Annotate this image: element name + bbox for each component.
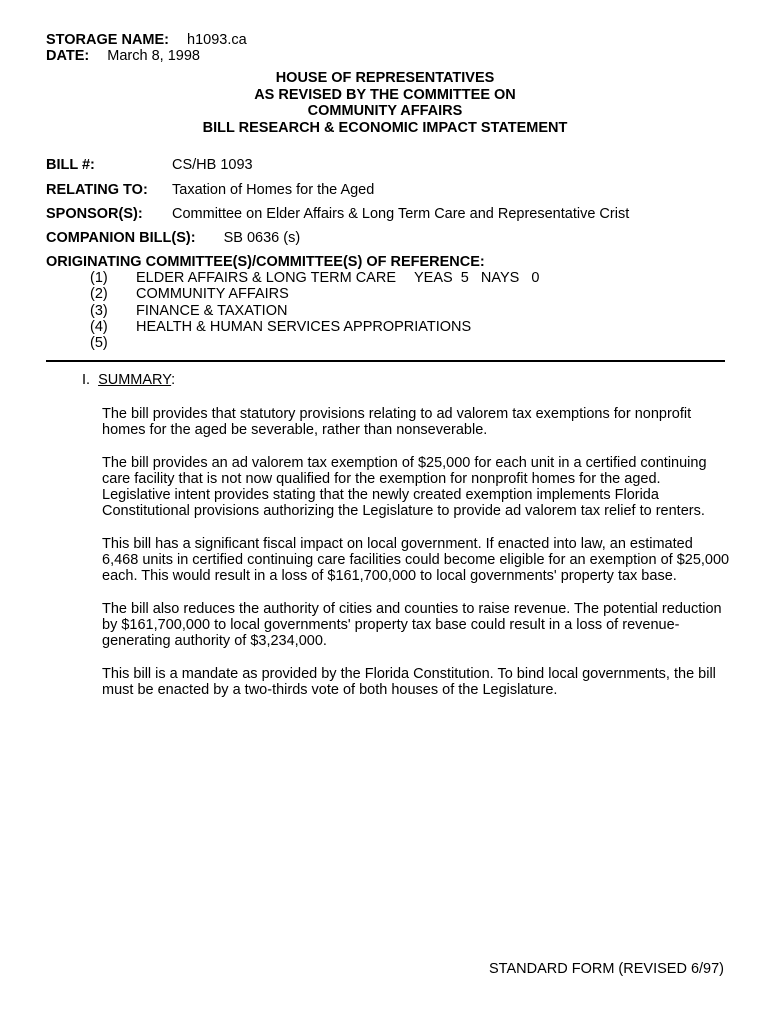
storage-name-label: STORAGE NAME: [46, 32, 165, 48]
committee-name: ELDER AFFAIRS & LONG TERM CARE: [136, 270, 396, 286]
storage-name-line: STORAGE NAME: h1093.ca: [46, 32, 247, 48]
date-value: March 8, 1998: [107, 48, 200, 64]
title-line-3: COMMUNITY AFFAIRS: [307, 103, 463, 120]
committee-vote: YEAS 5 NAYS 0: [414, 270, 540, 286]
summary-heading: I. SUMMARY:: [82, 372, 176, 388]
form-footer: STANDARD FORM (REVISED 6/97): [489, 961, 724, 977]
committee-number: (2): [90, 286, 108, 303]
bill-number-field: BILL #: CS/HB 1093: [46, 157, 253, 173]
committee-number: (4): [90, 318, 108, 335]
committee-number: (1): [90, 270, 108, 286]
date-line: DATE: March 8, 1998: [46, 48, 200, 64]
sponsor-field: SPONSOR(S): Committee on Elder Affairs & Long Term Care and Representative Crist: [46, 206, 630, 222]
bill-number-value: CS/HB 1093: [172, 157, 253, 173]
summary-heading-text: SUMMARY: [98, 372, 172, 388]
summary-body: [102, 406, 732, 714]
title-line-4: BILL RESEARCH & ECONOMIC IMPACT STATEMENT: [202, 119, 568, 136]
sponsor-value: Committee on Elder Affairs & Long Term Care and Representative Crist: [172, 206, 630, 222]
committees-heading: ORIGINATING COMMITTEE(S)/COMMITTEE(S) OF REFERENCE:: [46, 254, 485, 270]
relating-to-field: RELATING TO: Taxation of Homes for the Aged: [46, 182, 375, 198]
date-label: DATE: [46, 48, 85, 64]
storage-name-value: h1093.ca: [187, 32, 247, 48]
section-divider: [46, 360, 725, 362]
committee-number: (5): [90, 335, 108, 352]
summary-numeral: I.: [82, 372, 91, 388]
summary-paragraph: The bill also reduces the authority of cities and counties to raise revenue. The potential reduction by $161,700,000 to local governments' property tax base could result in a loss of revenue-generating authority of $3,234,000.: [102, 600, 722, 650]
companion-bill-value: SB 0636 (s): [223, 230, 301, 246]
summary-paragraph: This bill is a mandate as provided by the Florida Constitution. To bind local governments, the bill must be enacted by a two-thirds vote of both houses of the Legislature.: [102, 665, 716, 698]
summary-paragraph: The bill provides that statutory provisions relating to ad valorem tax exemptions for nonprofit homes for the aged be severable, rather than nonseverable.: [102, 406, 692, 439]
title-line-2: AS REVISED BY THE COMMITTEE ON: [254, 86, 516, 103]
companion-bill-label: COMPANION BILL(S): [46, 230, 191, 246]
summary-paragraph: The bill provides an ad valorem tax exemption of $25,000 for each unit in a certified continuing care facility that is not now qualified for the exemption for nonprofit homes for the aged. Legislative intent provides stating that the newly created exemption implements Florida Constitutional provisions authorizing the Legislature to provide ad valorem tax relief to renters.: [102, 454, 707, 520]
title-line-1: HOUSE OF REPRESENTATIVES: [275, 70, 495, 86]
companion-bill-field: COMPANION BILL(S): SB 0636 (s): [46, 230, 301, 246]
relating-to-label: RELATING TO: [46, 182, 143, 198]
committee-name: HEALTH & HUMAN SERVICES APPROPRIATIONS: [136, 318, 472, 335]
document-title: [0, 70, 770, 136]
committee-number: (3): [90, 302, 108, 319]
committee-name: COMMUNITY AFFAIRS: [136, 286, 289, 303]
relating-to-value: Taxation of Homes for the Aged: [172, 182, 375, 198]
committees-heading-label: ORIGINATING COMMITTEE(S)/COMMITTEE(S) OF REFERENCE: [46, 254, 480, 270]
summary-paragraph: This bill has a significant fiscal impact on local government. If enacted into law, an estimated 6,468 units in certified continuing care facilities could become eligible for an exemption of $25,000 each. This would result in a loss of $161,700,000 to local governments' property tax base.: [102, 535, 730, 585]
bill-number-label: BILL #: [46, 157, 91, 173]
sponsor-label: SPONSOR(S): [46, 206, 138, 222]
committee-name: FINANCE & TAXATION: [136, 302, 288, 319]
